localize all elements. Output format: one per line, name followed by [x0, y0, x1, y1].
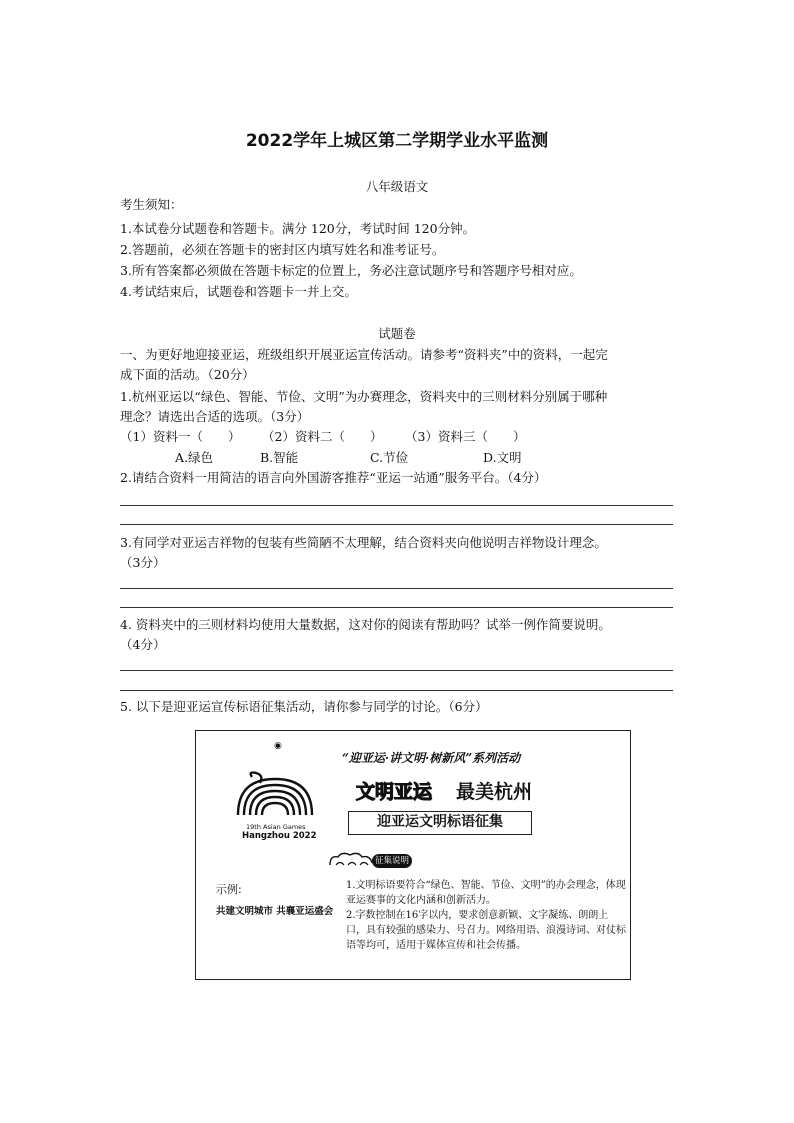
option-d: D.文明 — [483, 450, 522, 465]
blank-1: （1）资料一（ ） — [120, 429, 241, 444]
notice-item: 3.所有答案都必须做在答题卡标定的位置上，务必注意试题序号和答题序号相对应。 — [120, 263, 582, 278]
rule-item: 1.文明标语要符合“绿色、智能、节俭、文明”的办会理念，体现亚运赛事的文化内涵和创新活力。 — [346, 880, 626, 906]
slogan-poster — [195, 730, 631, 980]
answer-line — [120, 690, 673, 691]
question-5: 5. 以下是迎亚运宣传标语征集活动，请你参与同学的讨论。（6分） — [120, 699, 488, 714]
option-c: C.节俭 — [370, 450, 409, 465]
question-4: 4. 资料夹中的三则材料均使用大量数据，这对你的阅读有帮助吗？试举一例作简要说明。 — [120, 617, 611, 632]
blank-3: （3）资料三（ ） — [405, 429, 526, 444]
option-b: B.智能 — [260, 450, 299, 465]
subject-heading: 八年级语文 — [365, 179, 429, 194]
answer-line — [120, 670, 673, 671]
cloud-ornament-icon — [328, 851, 376, 869]
question-4: （4分） — [120, 637, 166, 652]
logo-caption: Hangzhou 2022 — [242, 831, 317, 841]
small-emblem-icon: ◉ — [274, 741, 282, 751]
example-slogan: 共建文明城市 共襄亚运盛会 — [216, 906, 334, 917]
asian-games-logo-icon — [234, 771, 316, 817]
campaign-badge: 迎亚运文明标语征集 — [348, 811, 532, 835]
question-3: （3分） — [120, 555, 166, 570]
blank-2: （2）资料二（ ） — [262, 429, 383, 444]
answer-line — [120, 607, 673, 608]
rules-text — [346, 878, 626, 953]
headline-left: 文明亚运 — [356, 781, 433, 803]
series-title: “迎亚运·讲文明·树新风”系列活动 — [342, 751, 521, 765]
answer-line — [120, 588, 673, 589]
notice-item: 2.答题前，必须在答题卡的密封区内填写姓名和准考证号。 — [120, 242, 445, 257]
rules-tag: 征集说明 — [372, 854, 412, 868]
question-3: 3.有同学对亚运吉祥物的包装有些简陋不太理解，结合资料夹向他说明吉祥物设计理念。 — [120, 535, 607, 550]
option-a: A.绿色 — [175, 450, 214, 465]
notice-item: 4.考试结束后，试题卷和答题卡一并上交。 — [120, 284, 357, 299]
notice-heading: 考生须知： — [120, 197, 183, 212]
section-title: 试题卷 — [378, 326, 416, 341]
rule-item: 2.字数控制在16字以内，要求创意新颖、文字凝练、朗朗上口，具有较强的感染力、号召力。网络用语、浪漫诗词、对仗标语等均可，适用于媒体宣传和社会传播。 — [346, 910, 626, 951]
page-title: 2022学年上城区第二学期学业水平监测 — [245, 131, 549, 151]
answer-line — [120, 524, 673, 525]
intro-text: 一、为更好地迎接亚运，班级组织开展亚运宣传活动。请参考“资料夹”中的资料，一起完 — [120, 347, 608, 362]
logo-caption: 19th Asian Games — [246, 823, 306, 831]
example-label: 示例: — [216, 883, 242, 896]
question-1: 1.杭州亚运以“绿色、智能、节俭、文明”为办赛理念，资料夹中的三则材料分别属于哪种 — [120, 389, 608, 404]
question-1: 理念？请选出合适的选项。（3分） — [120, 409, 310, 424]
question-2: 2.请结合资料一用简洁的语言向外国游客推荐“亚运一站通”服务平台。（4分） — [120, 470, 547, 485]
notice-item: 1.本试卷分试题卷和答题卡。满分 120分，考试时间 120分钟。 — [120, 221, 476, 236]
headline-right: 最美杭州 — [456, 781, 533, 803]
answer-line — [120, 505, 673, 506]
intro-text: 成下面的活动。（20分） — [120, 367, 255, 382]
